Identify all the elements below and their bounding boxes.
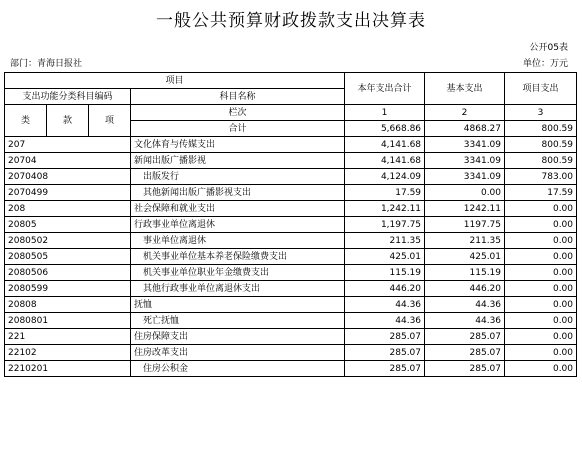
table-row: [5, 281, 577, 297]
table-row: [5, 265, 577, 281]
row-total: 425.01: [345, 249, 425, 265]
row-basic: 44.36: [425, 313, 505, 329]
row-total: 44.36: [345, 313, 425, 329]
sum-project: 800.59: [505, 121, 577, 137]
table-row: [5, 169, 577, 185]
row-total: 17.59: [345, 185, 425, 201]
row-code: 2080505: [5, 249, 131, 265]
header-col-index: 栏次: [131, 105, 345, 121]
row-name: 机关事业单位基本养老保险缴费支出: [131, 249, 345, 265]
row-name: 其他新闻出版广播影视支出: [131, 185, 345, 201]
row-total: 4,124.09: [345, 169, 425, 185]
unit-label: 单位：万元: [522, 59, 568, 69]
department-label: 部门：青海日报社: [10, 59, 83, 69]
row-project: 800.59: [505, 153, 577, 169]
row-basic: 1197.75: [425, 217, 505, 233]
row-total: 1,197.75: [345, 217, 425, 233]
table-row: [5, 217, 577, 233]
row-name: 机关事业单位职业年金缴费支出: [131, 265, 345, 281]
row-code: 2080506: [5, 265, 131, 281]
row-code: 208: [5, 201, 131, 217]
row-project: 0.00: [505, 217, 577, 233]
row-project: 0.00: [505, 361, 577, 377]
row-name: 出版发行: [131, 169, 345, 185]
row-code: 207: [5, 137, 131, 153]
sum-total: 5,668.86: [345, 121, 425, 137]
table-row: [5, 233, 577, 249]
expenditure-table: [4, 72, 577, 377]
row-basic: 3341.09: [425, 137, 505, 153]
header-idx1: 1: [345, 105, 425, 121]
table-row: [5, 361, 577, 377]
table-row: [5, 201, 577, 217]
row-total: 44.36: [345, 297, 425, 313]
row-basic: 0.00: [425, 185, 505, 201]
row-project: 0.00: [505, 265, 577, 281]
row-basic: 3341.09: [425, 169, 505, 185]
row-total: 4,141.68: [345, 153, 425, 169]
row-project: 0.00: [505, 297, 577, 313]
row-basic: 115.19: [425, 265, 505, 281]
row-basic: 285.07: [425, 361, 505, 377]
table-row: [5, 249, 577, 265]
row-project: 17.59: [505, 185, 577, 201]
table-row: [5, 345, 577, 361]
header-project: 项目支出: [505, 73, 577, 105]
header-kuan: 款: [47, 105, 89, 137]
row-code: 2070499: [5, 185, 131, 201]
table-row: [5, 185, 577, 201]
row-basic: 3341.09: [425, 153, 505, 169]
row-project: 783.00: [505, 169, 577, 185]
row-code: 20805: [5, 217, 131, 233]
row-project: 0.00: [505, 281, 577, 297]
row-name: 新闻出版广播影视: [131, 153, 345, 169]
row-code: 20808: [5, 297, 131, 313]
row-project: 0.00: [505, 313, 577, 329]
row-basic: 285.07: [425, 329, 505, 345]
row-code: 20704: [5, 153, 131, 169]
row-project: 0.00: [505, 249, 577, 265]
sum-label: 合计: [131, 121, 345, 137]
row-name: 抚恤: [131, 297, 345, 313]
row-basic: 285.07: [425, 345, 505, 361]
row-code: 2080801: [5, 313, 131, 329]
header-total: 本年支出合计: [345, 73, 425, 105]
row-total: 1,242.11: [345, 201, 425, 217]
row-name: 其他行政事业单位离退休支出: [131, 281, 345, 297]
row-total: 285.07: [345, 345, 425, 361]
row-basic: 1242.11: [425, 201, 505, 217]
row-name: 事业单位离退休: [131, 233, 345, 249]
row-total: 285.07: [345, 361, 425, 377]
header-subject-name: 科目名称: [131, 89, 345, 105]
row-code: 2210201: [5, 361, 131, 377]
row-name: 死亡抚恤: [131, 313, 345, 329]
page-title: 一般公共预算财政拨款支出决算表: [156, 11, 426, 31]
row-total: 285.07: [345, 329, 425, 345]
row-code: 2080599: [5, 281, 131, 297]
header-subject-code: 支出功能分类科目编码: [5, 89, 131, 105]
header-xiang: 项: [89, 105, 131, 137]
row-name: 住房公积金: [131, 361, 345, 377]
header-basic: 基本支出: [425, 73, 505, 105]
header-lei: 类: [5, 105, 47, 137]
header-item: 项目: [5, 73, 345, 89]
row-basic: 446.20: [425, 281, 505, 297]
row-name: 社会保障和就业支出: [131, 201, 345, 217]
row-project: 0.00: [505, 201, 577, 217]
table-row: [5, 329, 577, 345]
row-project: 0.00: [505, 233, 577, 249]
row-project: 800.59: [505, 137, 577, 153]
row-project: 0.00: [505, 345, 577, 361]
table-row: [5, 153, 577, 169]
row-basic: 211.35: [425, 233, 505, 249]
sum-basic: 4868.27: [425, 121, 505, 137]
row-name: 行政事业单位离退休: [131, 217, 345, 233]
header-idx2: 2: [425, 105, 505, 121]
row-code: 2080502: [5, 233, 131, 249]
row-code: 2070408: [5, 169, 131, 185]
form-number: 公开05表: [529, 43, 568, 53]
row-total: 4,141.68: [345, 137, 425, 153]
table-row: [5, 313, 577, 329]
row-project: 0.00: [505, 329, 577, 345]
row-total: 115.19: [345, 265, 425, 281]
table-row: [5, 137, 577, 153]
row-code: 221: [5, 329, 131, 345]
row-total: 446.20: [345, 281, 425, 297]
row-total: 211.35: [345, 233, 425, 249]
row-name: 住房保障支出: [131, 329, 345, 345]
row-name: 住房改革支出: [131, 345, 345, 361]
header-idx3: 3: [505, 105, 577, 121]
row-code: 22102: [5, 345, 131, 361]
row-basic: 44.36: [425, 297, 505, 313]
row-name: 文化体育与传媒支出: [131, 137, 345, 153]
row-basic: 425.01: [425, 249, 505, 265]
table-row: [5, 297, 577, 313]
